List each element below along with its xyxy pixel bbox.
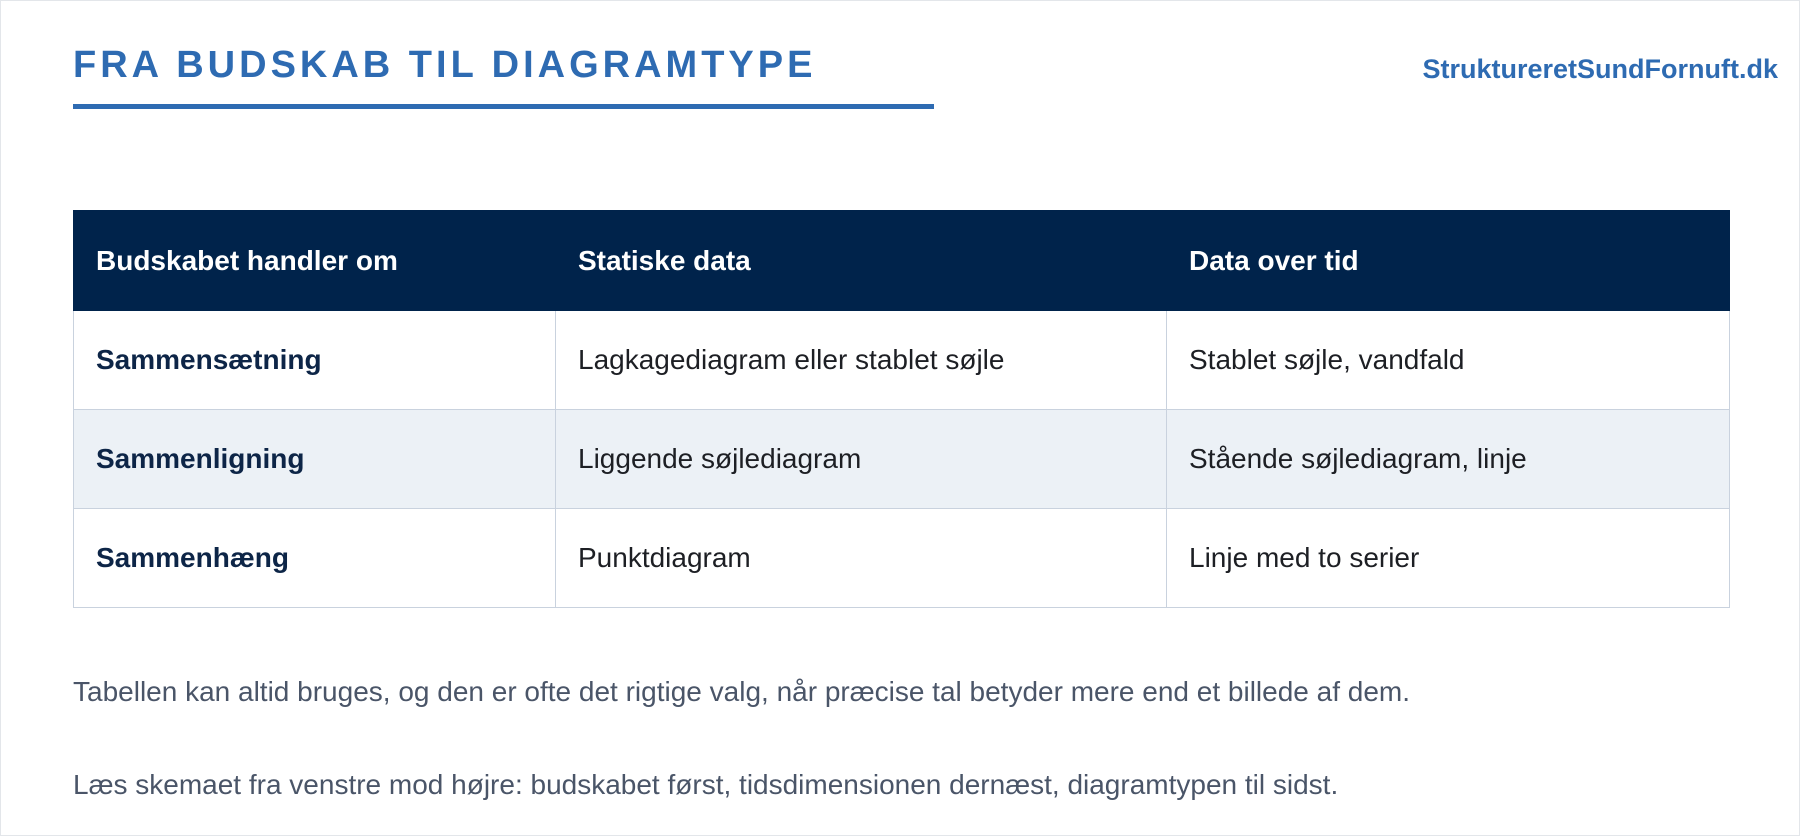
chart-type-table (73, 210, 1730, 608)
row-label: Sammenligning (74, 410, 556, 509)
table-cell: Linje med to serier (1167, 509, 1730, 608)
note-text: Tabellen kan altid bruges, og den er ofte det rigtige valg, når præcise tal betyder mere end et billede af dem. (73, 676, 1411, 707)
table-cell: Lagkagediagram eller stablet søjle (556, 311, 1167, 410)
table-cell: Stablet søjle, vandfald (1167, 311, 1730, 410)
table-row (74, 410, 1730, 509)
note-text: Læs skemaet fra venstre mod højre: budskabet først, tidsdimensionen dernæst, diagramtypen til sidst. (73, 769, 1339, 800)
table-cell: Punktdiagram (556, 509, 1167, 608)
row-label: Sammensætning (74, 311, 556, 410)
column-header-static-data: Statiske data (556, 211, 1167, 311)
page-title: FRA BUDSKAB TIL DIAGRAMTYPE (73, 44, 817, 86)
table-cell: Liggende søjlediagram (556, 410, 1167, 509)
table-row (74, 311, 1730, 410)
brand-label: StruktureretSundFornuft.dk (1422, 54, 1778, 84)
row-label: Sammenhæng (74, 509, 556, 608)
table-cell: Stående søjlediagram, linje (1167, 410, 1730, 509)
table-header-row (74, 211, 1730, 311)
title-underline (73, 104, 934, 109)
column-header-message: Budskabet handler om (74, 211, 556, 311)
table-row (74, 509, 1730, 608)
column-header-data-over-time: Data over tid (1167, 211, 1730, 311)
